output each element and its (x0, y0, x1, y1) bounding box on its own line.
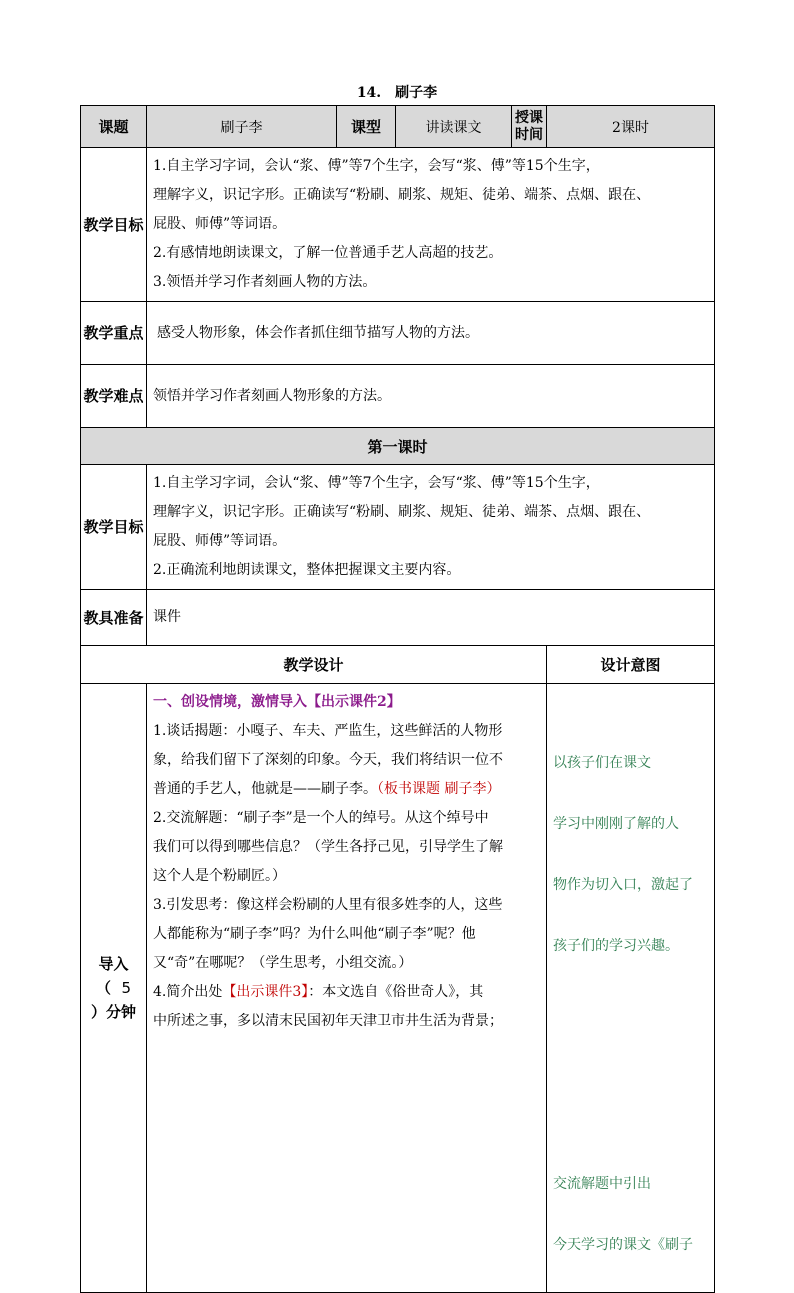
intent-line: 交流解题中引出 (553, 1176, 651, 1192)
intro-line: 人都能称为“刷子李”吗？为什么叫他“刷子李”呢？他 (153, 926, 476, 942)
type-label: 课型 (337, 106, 396, 148)
difficulties-label: 教学难点 (81, 365, 147, 428)
intro-line: 中所述之事，多以清末民国初年天津卫市井生活为背景； (153, 1013, 503, 1029)
goals-line: 2.有感情地朗读课文，了解一位普通手艺人高超的技艺。 (153, 245, 503, 261)
intro-minutes: 5 (121, 979, 131, 997)
goals2-label: 教学目标 (81, 465, 147, 590)
header-row (81, 106, 715, 148)
goals2-line: 屁股、师傅”等词语。 (153, 533, 287, 549)
goals-row (81, 148, 715, 302)
intent-line: 学习中刚刚了解的人 (553, 816, 679, 832)
lesson-plan-table (80, 105, 715, 1293)
intent-line: 今天学习的课文《刷子 (553, 1237, 693, 1253)
intro-heading: 一、创设情境，激情导入【出示课件2】 (153, 694, 401, 710)
intro-line: 2.交流解题：“刷子李”是一个人的绰号。从这个绰号中 (153, 810, 489, 826)
goals-line: 3.领悟并学习作者刻画人物的方法。 (153, 274, 377, 290)
intro-line: 普通的手艺人，他就是——刷子李。（板书课题 刷子李） (153, 781, 501, 797)
key-points-text: 感受人物形象，体会作者抓住细节描写人物的方法。 (147, 302, 715, 365)
goals-line: 1.自主学习字词，会认“浆、傅”等7个生字，会写“浆、傅”等15个生字， (153, 158, 600, 174)
courseware-note: 【出示课件3】 (222, 984, 309, 1000)
materials-row (81, 590, 715, 646)
goals-line: 理解字义，识记字形。正确读写“粉刷、刷浆、规矩、徒弟、端茶、点烟、跟在、 (153, 187, 651, 203)
intro-line: 3.引发思考：像这样会粉刷的人里有很多姓李的人，这些 (153, 897, 503, 913)
lesson1-row (81, 428, 715, 465)
key-points-row (81, 302, 715, 365)
materials-text: 课件 (147, 590, 715, 646)
design-header: 教学设计 (81, 646, 547, 684)
intro-intent (547, 684, 715, 1293)
intro-label-line2: （ 5 (95, 979, 131, 997)
goals2-line: 2.正确流利地朗读课文，整体把握课文主要内容。 (153, 562, 461, 578)
lesson-title: 刷子李 (395, 85, 438, 101)
intro-label (81, 684, 147, 1293)
lesson-number: 14. (356, 85, 382, 101)
difficulties-text: 领悟并学习作者刻画人物形象的方法。 (147, 365, 715, 428)
time-value: 2课时 (547, 106, 715, 148)
goals-label: 教学目标 (81, 148, 147, 302)
intro-label-line1: 导入 (98, 955, 129, 973)
materials-label: 教具准备 (81, 590, 147, 646)
goals-content (147, 148, 715, 302)
lesson1-title: 第一课时 (81, 428, 715, 465)
design-header-row (81, 646, 715, 684)
intro-line: 又“奇”在哪呢？（学生思考，小组交流。） (153, 955, 413, 971)
intro-content (147, 684, 547, 1293)
course-label: 课题 (81, 106, 147, 148)
goals2-row (81, 465, 715, 590)
intro-line: 这个人是个粉刷匠。） (153, 868, 286, 884)
difficulties-row (81, 365, 715, 428)
intro-line: 象，给我们留下了深刻的印象。今天，我们将结识一位不 (153, 752, 503, 768)
intent-line: 孩子们的学习兴趣。 (553, 938, 679, 954)
type-value: 讲读课文 (396, 106, 512, 148)
goals2-line: 理解字义，识记字形。正确读写“粉刷、刷浆、规矩、徒弟、端茶、点烟、跟在、 (153, 504, 651, 520)
course-value: 刷子李 (147, 106, 337, 148)
intro-line: 1.谈话揭题：小嘎子、车夫、严监生，这些鲜活的人物形 (153, 723, 503, 739)
intro-row (81, 684, 715, 1293)
intro-line: 4.简介出处【出示课件3】：本文选自《俗世奇人》，其 (153, 984, 484, 1000)
intro-line: 我们可以得到哪些信息？（学生各抒己见，引导学生了解 (153, 839, 503, 855)
key-points-label: 教学重点 (81, 302, 147, 365)
time-label: 授课时间 (512, 106, 547, 148)
intro-label-line3: ）分钟 (90, 1003, 136, 1021)
page-title (0, 84, 794, 102)
blackboard-note: （板书课题 刷子李） (377, 781, 501, 797)
intent-header: 设计意图 (547, 646, 715, 684)
goals-line: 屁股、师傅”等词语。 (153, 216, 287, 232)
goals2-content (147, 465, 715, 590)
goals2-line: 1.自主学习字词，会认“浆、傅”等7个生字，会写“浆、傅”等15个生字， (153, 475, 600, 491)
intent-line: 物作为切入口，激起了 (553, 877, 693, 893)
intent-line: 以孩子们在课文 (553, 755, 651, 771)
